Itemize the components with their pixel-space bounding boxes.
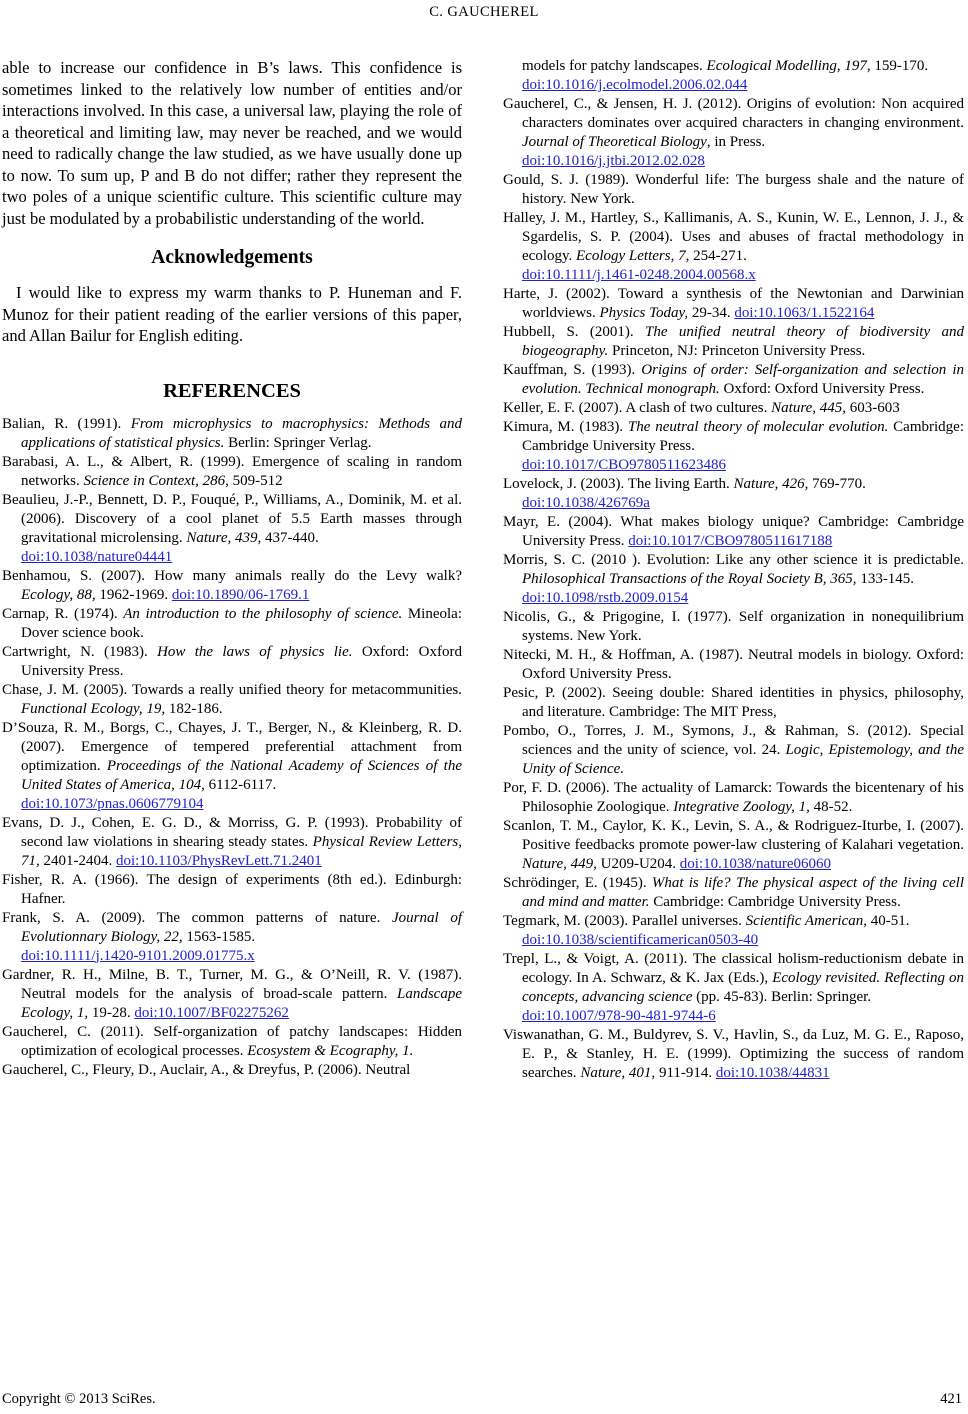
reference-item: [503, 1026, 964, 1083]
reference-text: Carnap, R. (1974).: [2, 605, 124, 622]
reference-text: Ecosystem & Ecography, 1.: [247, 1042, 414, 1059]
reference-text: Kauffman, S. (1993).: [503, 362, 642, 378]
reference-text: Cartwright, N. (1983).: [2, 643, 158, 660]
reference-text: Berlin: Springer Verlag.: [224, 434, 372, 451]
reference-text: Philosophical Transactions of the Royal Society B, 365,: [522, 571, 857, 587]
reference-text: 182-186.: [165, 700, 223, 717]
reference-text: 1962-1969.: [95, 586, 172, 603]
reference-text: Mineola: Dover science book.: [21, 605, 462, 641]
reference-text: An introduction to the philosophy of science.: [123, 605, 403, 622]
reference-text: Evans, D. J., Cohen, E. G. D., & Morriss, G. P. (1993). Probability of second law violations in shearing steady states.: [2, 814, 462, 850]
reference-item: [2, 681, 462, 719]
reference-text: Nature, 445,: [771, 400, 847, 416]
acknowledgements-paragraph: I would like to express my warm thanks to P. Huneman and F. Munoz for their patient reading of the earlier versions of this paper, and Allan Bailur for English editing.: [2, 283, 462, 345]
reference-text: Halley, J. M., Hartley, S., Kallimanis, A. S., Kunin, W. E., Lennon, J. J., & Sgardelis, S. P. (2004). Uses and abuses of fractal methodology in ecology.: [503, 210, 964, 264]
reference-item: [503, 361, 964, 399]
doi-link[interactable]: doi:10.1890/06-1769.1: [171, 586, 310, 603]
reference-text: 29-34.: [688, 305, 735, 321]
reference-text: Kimura, M. (1983).: [503, 419, 628, 435]
reference-item: [503, 95, 964, 171]
reference-text: Harte, J. (2002). Toward a synthesis of the Newtonian and Darwinian worldviews.: [503, 286, 964, 321]
reference-item: [503, 950, 964, 1026]
reference-text: Ecology revisited. Reflecting on concepts, advancing science: [522, 970, 964, 1005]
doi-link[interactable]: doi:10.1017/CBO9780511623486: [522, 457, 727, 473]
reference-text: Morris, S. C. (2010 ). Evolution: Like any other science it is predictable.: [503, 552, 964, 568]
reference-text: 159-170.: [870, 58, 929, 74]
reference-text: Nature, 401,: [580, 1065, 656, 1081]
doi-link[interactable]: doi:10.1016/j.ecolmodel.2006.02.044: [522, 77, 748, 93]
reference-text: Origins of order: Self-organization and selection in evolution. Technical monograph.: [522, 362, 964, 397]
reference-text: Schrödinger, E. (1945).: [503, 875, 652, 891]
reference-item: [503, 513, 964, 551]
reference-text: Physics Today,: [599, 305, 689, 321]
reference-item: [503, 285, 964, 323]
reference-text: Integrative Zoology, 1,: [673, 799, 810, 815]
reference-item: [2, 966, 462, 1023]
reference-item: [2, 453, 462, 491]
reference-text: 603-603: [846, 400, 900, 416]
reference-text: Trepl, L., & Voigt, A. (2011). The classical holism-reductionism debate in ecology. In A. Schwarz, & K. Jax (Eds.),: [503, 951, 964, 986]
reference-item: [503, 912, 964, 950]
running-header-author: C. GAUCHEREL: [429, 4, 539, 20]
reference-text: Landscape Ecology, 1,: [21, 985, 462, 1021]
doi-link[interactable]: doi:10.1038/44831: [715, 1065, 830, 1081]
reference-text: Frank, S. A. (2009). The common patterns of nature.: [2, 909, 392, 926]
reference-text: Oxford: Oxford University Press.: [719, 381, 925, 397]
reference-text: Gaucherel, C., & Jensen, H. J. (2012). Origins of evolution: Non acquired characters dominates over acquired characters in changing environment.: [503, 96, 964, 131]
reference-text: Chase, J. M. (2005). Towards a really unified theory for metacommunities.: [2, 681, 462, 698]
reference-text: 2401-2404.: [39, 852, 116, 869]
reference-text: Functional Ecology, 19,: [21, 700, 166, 717]
reference-text: 509-512: [228, 472, 283, 489]
reference-text: Por, F. D. (2006). The actuality of Lamarck: Towards the bicentenary of his Philosophie Zoologique.: [503, 780, 964, 815]
reference-text: How the laws of physics lie.: [157, 643, 353, 660]
doi-link[interactable]: doi:10.1038/nature04441: [21, 548, 173, 565]
reference-text: Benhamou, S. (2007). How many animals really do the Levy walk?: [2, 567, 462, 584]
reference-text: From microphysics to macrophysics: Methods and applications of statistical physics.: [21, 415, 462, 451]
reference-text: U209-U204.: [596, 856, 680, 872]
reference-text: Beaulieu, J.-P., Bennett, D. P., Fouqué, P., Williams, A., Dominik, M. et al. (2006). Discovery of a cool planet of 5.5 Earth masses through gravitational microlensing.: [2, 491, 462, 546]
reference-text: 437-440.: [261, 529, 319, 546]
reference-text: 48-52.: [809, 799, 853, 815]
reference-item: [503, 646, 964, 684]
reference-text: Scientific American: [745, 913, 864, 929]
copyright-notice: Copyright © 2013 SciRes.: [2, 1391, 156, 1407]
reference-text: Lovelock, J. (2003). The living Earth.: [503, 476, 734, 492]
left-column: [2, 57, 462, 1080]
reference-text: Pesic, P. (2002). Seeing double: Shared identities in physics, philosophy, and literature. Cambridge: The MIT Press,: [503, 685, 964, 720]
reference-text: Viswanathan, G. M., Buldyrev, S. V., Havlin, S., da Luz, M. G. E., Raposo, E. P., & Stanley, H. E. (1999). Optimizing the success of random searches.: [503, 1027, 964, 1081]
reference-text: Journal of Theoretical Biology: [522, 134, 707, 150]
references-heading: REFERENCES: [163, 379, 301, 402]
reference-text: Fisher, R. A. (1966). The design of experiments (8th ed.). Edinburgh: Hafner.: [2, 871, 462, 907]
reference-text: Cambridge: Cambridge University Press.: [522, 419, 964, 454]
reference-text: Journal of Evolutionnary Biology, 22,: [21, 909, 462, 945]
reference-item: [503, 475, 964, 513]
reference-text: Keller, E. F. (2007). A clash of two cultures.: [503, 400, 772, 416]
doi-link[interactable]: doi:10.1038/scientificamerican0503-40: [522, 932, 759, 948]
reference-text: , 40-51.: [863, 913, 910, 929]
doi-link[interactable]: doi:10.1111/j.1420-9101.2009.01775.x: [21, 947, 255, 964]
reference-item: [503, 722, 964, 779]
reference-item: [2, 491, 462, 567]
doi-link[interactable]: doi:10.1007/BF02275262: [134, 1004, 289, 1021]
reference-text: Gaucherel, C. (2011). Self-organization of patchy landscapes: Hidden optimization of ecological processes.: [2, 1023, 462, 1059]
reference-text: Gould, S. J. (1989). Wonderful life: The burgess shale and the nature of history. New York.: [503, 172, 964, 207]
reference-item: [503, 171, 964, 209]
references-list-left: [2, 415, 462, 1080]
reference-item: [2, 1061, 462, 1080]
reference-text: The unified neutral theory of biodiversity and biogeography.: [522, 324, 964, 359]
reference-text: Tegmark, M. (2003). Parallel universes.: [503, 913, 746, 929]
reference-text: Nature, 449,: [522, 856, 597, 872]
reference-item: [503, 57, 964, 95]
reference-item: [503, 779, 964, 817]
reference-text: Princeton, NJ: Princeton University Press.: [608, 343, 866, 359]
reference-text: Pombo, O., Torres, J. M., Symons, J., & Rahman, S. (2012). Special sciences and the unity of science, vol. 24.: [503, 723, 964, 758]
reference-item: [503, 551, 964, 608]
reference-item: [503, 608, 964, 646]
reference-text: Hubbell, S. (2001).: [503, 324, 646, 340]
reference-text: 6112-6117.: [204, 776, 277, 793]
doi-link[interactable]: doi:10.1017/CBO9780511617188: [628, 533, 833, 549]
reference-text: 911-914.: [655, 1065, 716, 1081]
reference-item: [503, 874, 964, 912]
reference-item: [503, 323, 964, 361]
doi-link[interactable]: doi:10.1038/nature06060: [679, 856, 832, 872]
reference-text: Nature, 439,: [186, 529, 262, 546]
reference-item: [2, 567, 462, 605]
doi-link[interactable]: doi:10.1098/rstb.2009.0154: [522, 590, 689, 606]
reference-text: Gaucherel, C., Fleury, D., Auclair, A., & Dreyfus, P. (2006). Neutral: [2, 1061, 411, 1078]
doi-link[interactable]: doi:10.1111/j.1461-0248.2004.00568.x: [522, 267, 756, 283]
acknowledgements-heading: Acknowledgements: [151, 247, 313, 268]
reference-text: Cambridge: Cambridge University Press.: [649, 894, 901, 910]
reference-text: models for patchy landscapes.: [522, 58, 707, 74]
reference-text: Barabasi, A. L., & Albert, R. (1999). Emergence of scaling in random networks.: [2, 453, 462, 489]
reference-item: [2, 643, 462, 681]
reference-text: The neutral theory of molecular evolution.: [627, 419, 889, 435]
doi-link[interactable]: doi:10.1016/j.jtbi.2012.02.028: [522, 153, 705, 169]
references-list-right: [503, 57, 964, 1083]
right-column: [503, 57, 964, 1083]
reference-text: , in Press.: [706, 134, 766, 150]
reference-item: [2, 1023, 462, 1061]
reference-text: Ecology, 88,: [21, 586, 96, 603]
reference-item: [2, 415, 462, 453]
doi-link[interactable]: doi:10.1103/PhysRevLett.71.2401: [116, 852, 322, 869]
reference-text: Nicolis, G., & Prigogine, I. (1977). Self organization in nonequilibrium systems. New York.: [503, 609, 964, 644]
doi-link[interactable]: doi:10.1007/978-90-481-9744-6: [522, 1008, 716, 1024]
page-footer: [2, 1391, 962, 1408]
reference-text: Nature, 426,: [733, 476, 809, 492]
reference-text: 769-770.: [808, 476, 866, 492]
doi-link[interactable]: doi:10.1063/1.1522164: [734, 305, 875, 321]
page-number: 421: [940, 1391, 962, 1407]
reference-item: [2, 605, 462, 643]
reference-item: [503, 418, 964, 475]
reference-text: Ecology Letters, 7,: [576, 248, 690, 264]
reference-item: [503, 209, 964, 285]
reference-text: Gardner, R. H., Milne, B. T., Turner, M. G., & O’Neill, R. V. (1987). Neutral models for the analysis of broad-scale pattern.: [2, 966, 462, 1002]
reference-text: What is life? The physical aspect of the living cell and mind and matter.: [522, 875, 964, 910]
reference-text: Nitecki, M. H., & Hoffman, A. (1987). Neutral models in biology. Oxford: Oxford University Press.: [503, 647, 964, 682]
reference-text: 1563-1585.: [182, 928, 256, 945]
reference-text: Science in Context, 286,: [83, 472, 229, 489]
reference-text: Mayr, E. (2004). What makes biology unique? Cambridge: Cambridge University Press.: [503, 514, 964, 549]
reference-text: Logic, Epistemology, and the Unity of Science.: [522, 742, 964, 777]
reference-item: [2, 719, 462, 814]
doi-link[interactable]: doi:10.1073/pnas.0606779104: [21, 795, 204, 812]
reference-item: [503, 399, 964, 418]
reference-text: Scanlon, T. M., Caylor, K. K., Levin, S. A., & Rodriguez-Iturbe, I. (2007). Positive feedbacks promote power-law clustering of Kalahari vegetation.: [503, 818, 964, 853]
reference-text: 133-145.: [856, 571, 915, 587]
reference-item: [2, 909, 462, 966]
reference-text: Oxford: Oxford University Press.: [21, 643, 462, 679]
reference-text: 254-271.: [689, 248, 747, 264]
body-paragraph: able to increase our confidence in B’s laws. This confidence is sometimes linked to the relatively low number of entities and/or interactions involved. In this case, a universal law, playing the role of a theoretical and limiting law, may never be reached, and we would need to radically change the law studied, as we have usually done up to now. To sum up, P and B do not differ; rather they represent the two poles of a unique scientific culture. This scientific culture may just be modulated by a probabilistic understanding of the world.: [2, 58, 462, 228]
doi-link[interactable]: doi:10.1038/426769a: [522, 495, 650, 511]
reference-text: Proceedings of the National Academy of Sciences of the United States of America, 104,: [21, 757, 462, 793]
reference-text: (pp. 45-83). Berlin: Springer.: [692, 989, 872, 1005]
reference-item: [503, 684, 964, 722]
reference-item: [503, 817, 964, 874]
reference-text: Balian, R. (1991).: [2, 415, 131, 432]
reference-item: [2, 814, 462, 871]
reference-text: 19-28.: [88, 1004, 135, 1021]
reference-text: D’Souza, R. M., Borgs, C., Chayes, J. T., Berger, N., & Kleinberg, R. D. (2007). Emergence of tempered preferential attachment from optimization.: [2, 719, 462, 774]
reference-item: [2, 871, 462, 909]
reference-text: Physical Review Letters, 71,: [21, 833, 462, 869]
reference-text: Ecological Modelling, 197,: [706, 58, 871, 74]
